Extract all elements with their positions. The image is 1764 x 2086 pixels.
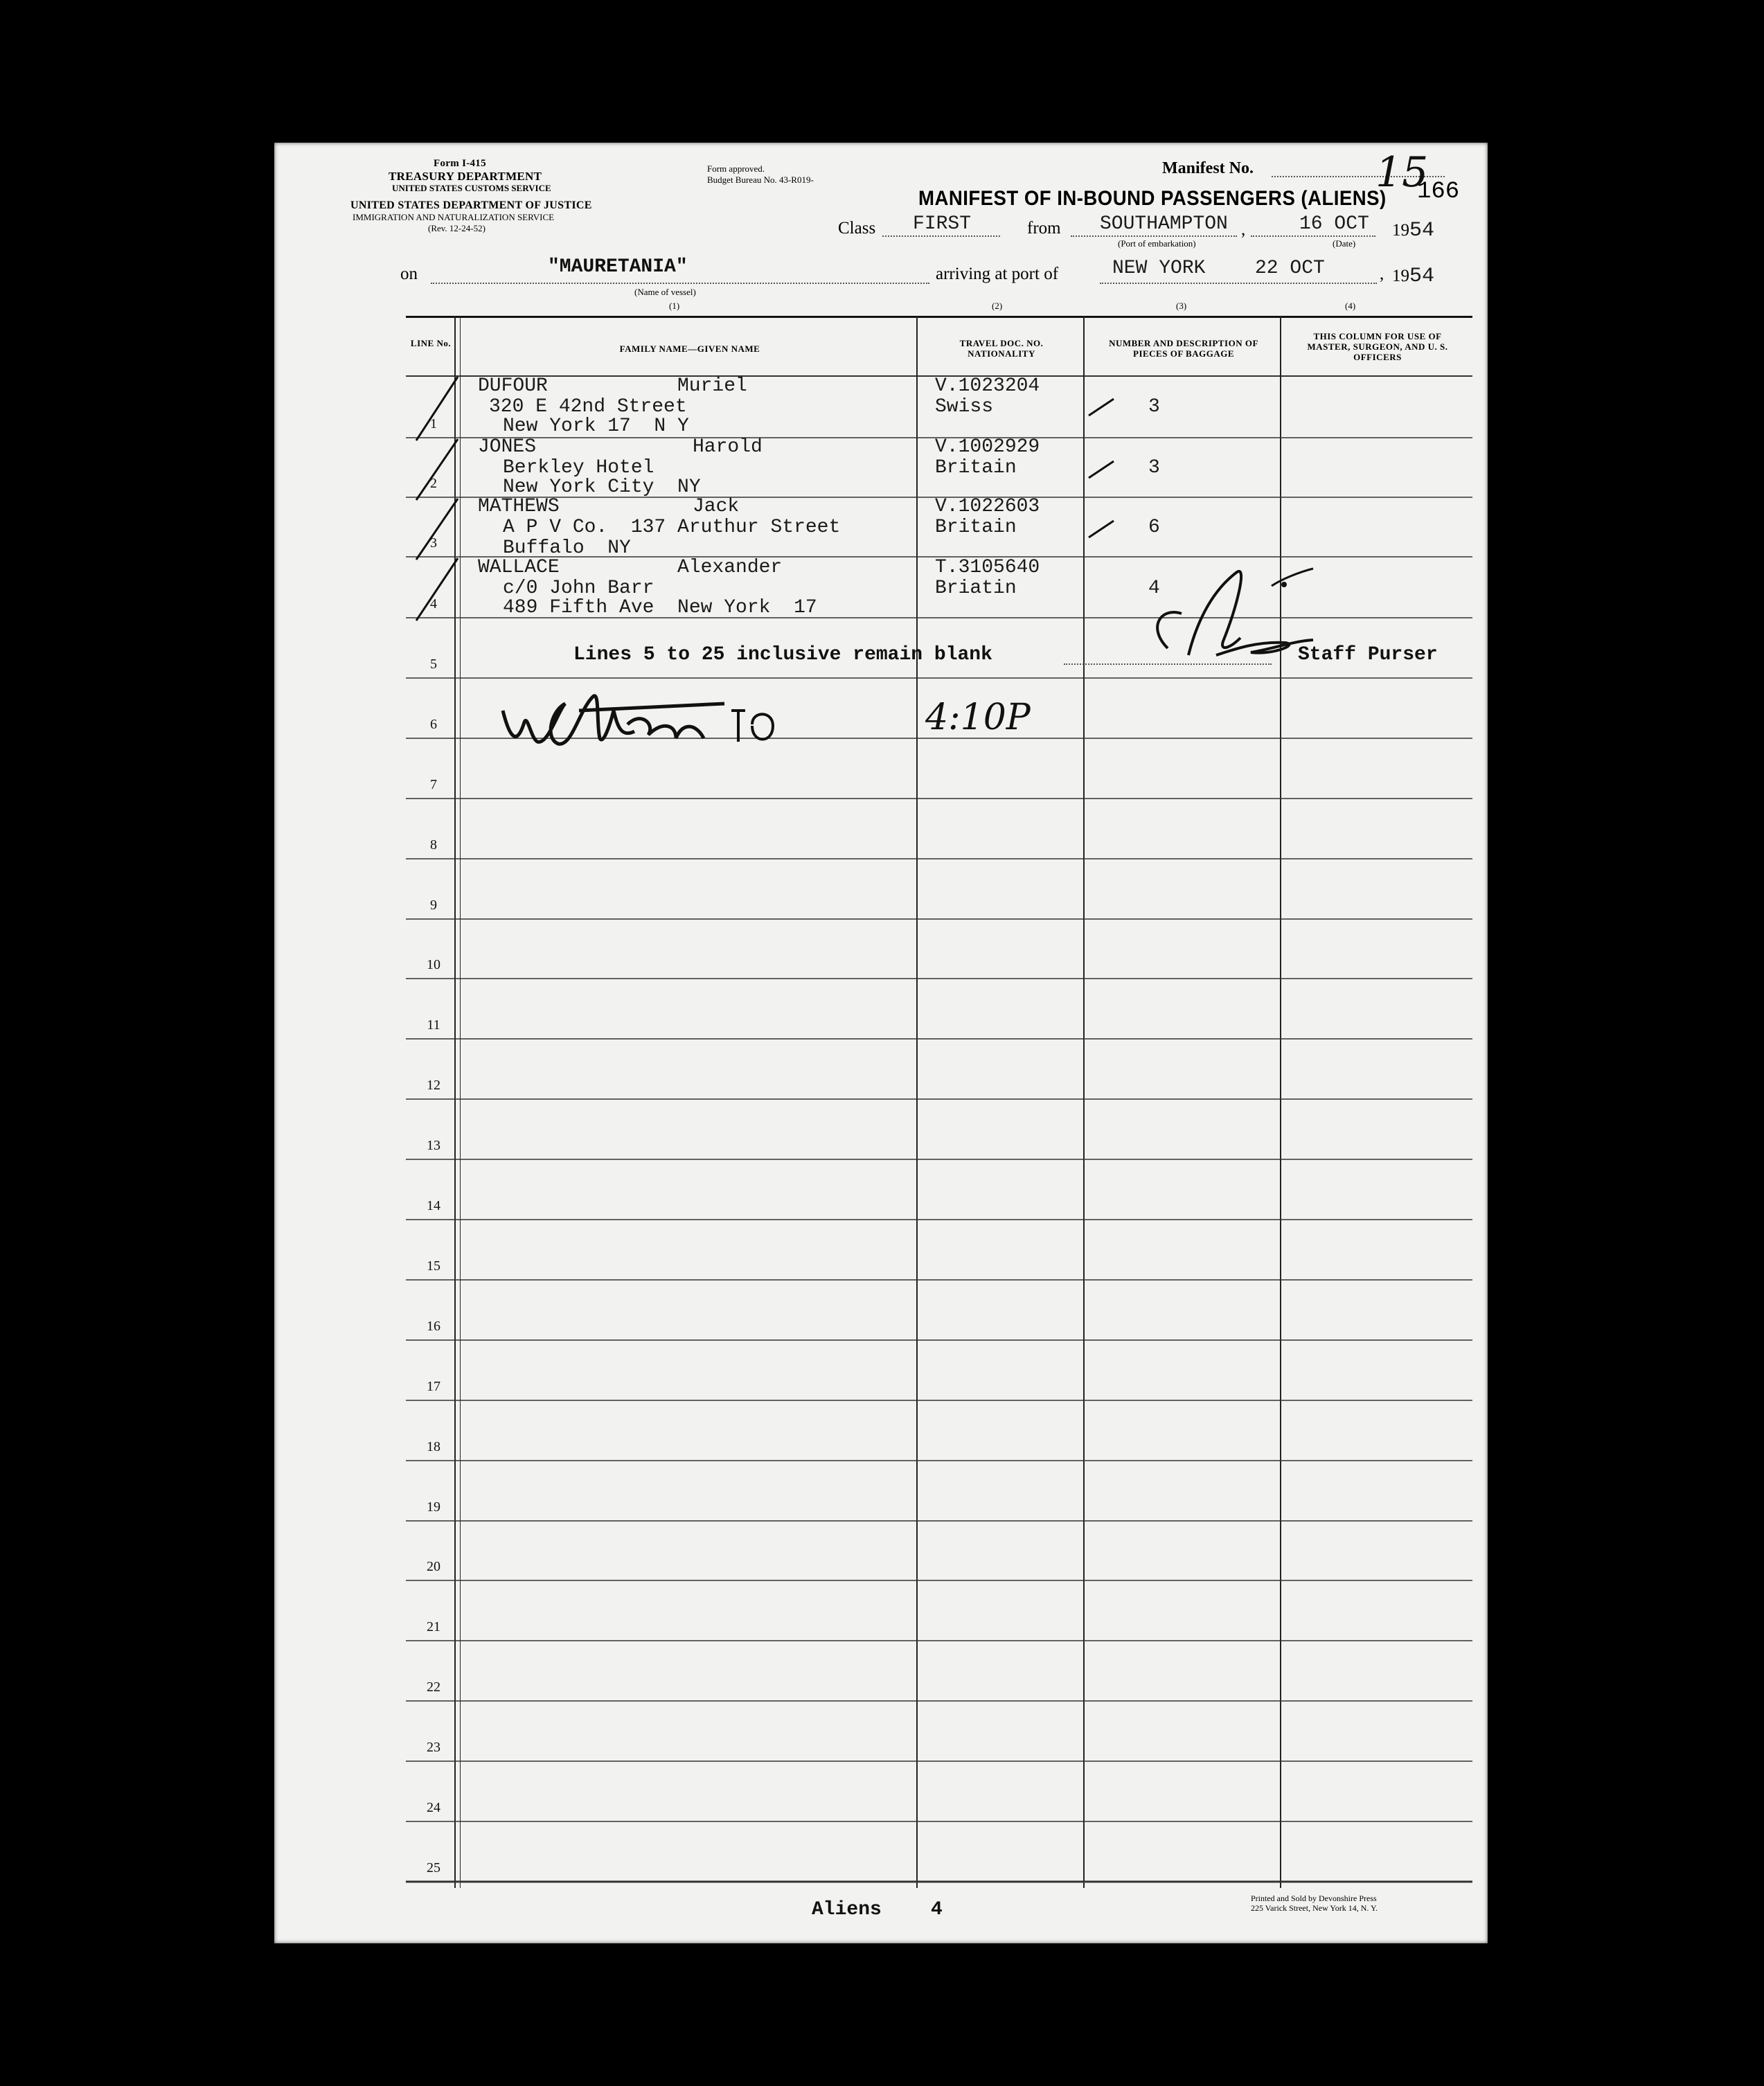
justice-label: UNITED STATES DEPARTMENT OF JUSTICE xyxy=(350,199,592,211)
nationality: Britain xyxy=(935,517,1017,538)
family-name: DUFOUR xyxy=(478,375,548,397)
travel-doc-no: V.1023204 xyxy=(935,375,1040,397)
family-name: JONES xyxy=(478,436,537,458)
manifest-title: MANIFEST OF IN-BOUND PASSENGERS (ALIENS) xyxy=(918,187,1387,210)
officers-header: THIS COLUMN FOR USE OF MASTER, SURGEON, AND U. S. OFFICERS xyxy=(1307,331,1448,362)
ruled-lines xyxy=(274,143,1488,1943)
line-number: 15 xyxy=(427,1258,440,1274)
address-line-1: 320 E 42nd Street xyxy=(489,396,687,418)
line-number: 6 xyxy=(430,717,437,732)
customs-label: UNITED STATES CUSTOMS SERVICE xyxy=(392,183,551,193)
embark-port-caption: (Port of embarkation) xyxy=(1118,238,1196,249)
class-label: Class xyxy=(838,219,876,238)
baggage-count: 4 xyxy=(1148,578,1160,599)
date-caption: (Date) xyxy=(1333,238,1356,249)
nationality: Swiss xyxy=(935,396,994,418)
line-number: 19 xyxy=(427,1499,440,1515)
col-1-number: (1) xyxy=(669,301,680,311)
address-line-2: Buffalo NY xyxy=(503,537,631,559)
baggage-header: NUMBER AND DESCRIPTION OF PIECES OF BAGGAGE xyxy=(1109,338,1258,359)
family-name: WALLACE xyxy=(478,557,560,578)
manifest-no-handwritten: 15 xyxy=(1375,148,1429,197)
given-name: Jack xyxy=(693,496,740,517)
line-number: 17 xyxy=(427,1379,440,1394)
check-slash xyxy=(416,377,458,440)
printer-name: Printed and Sold by Devonshire Press xyxy=(1251,1893,1377,1903)
manifest-no-label: Manifest No. xyxy=(1162,159,1254,177)
arrival-port: NEW YORK xyxy=(1112,258,1206,279)
line-number: 2 xyxy=(430,476,437,491)
line-number: 1 xyxy=(430,416,437,431)
line-number: 24 xyxy=(427,1800,440,1815)
line-number: 13 xyxy=(427,1138,440,1153)
address-line-2: 489 Fifth Ave New York 17 xyxy=(503,597,817,618)
arrival-date: 22 OCT xyxy=(1255,258,1325,279)
vessel-caption: (Name of vessel) xyxy=(634,287,696,297)
year-suffix-arrival: 54 xyxy=(1409,265,1435,288)
check-slash xyxy=(416,439,458,500)
staff-purser-label: Staff Purser xyxy=(1298,644,1438,666)
given-name: Harold xyxy=(693,436,763,458)
line-number: 5 xyxy=(430,657,437,672)
blank-lines-note: Lines 5 to 25 inclusive remain blank xyxy=(573,644,992,666)
col-3-number: (3) xyxy=(1176,301,1187,311)
treasury-label: TREASURY DEPARTMENT xyxy=(389,170,542,183)
col-4-number: (4) xyxy=(1345,301,1356,311)
vessel-name: "MAURETANIA" xyxy=(548,256,688,278)
check-mark xyxy=(1089,521,1114,537)
line-number: 22 xyxy=(427,1679,440,1695)
aliens-count: 4 xyxy=(931,1899,943,1920)
purser-signature xyxy=(1105,544,1327,683)
family-name: MATHEWS xyxy=(478,496,560,517)
address-line-1: c/0 John Barr xyxy=(503,578,654,599)
line-no-header: LINE No. xyxy=(410,338,452,348)
form-approved: Form approved. xyxy=(707,163,765,174)
officer-time-note: 4:10P xyxy=(925,697,1031,738)
col-2-number: (2) xyxy=(992,301,1003,311)
line-number: 8 xyxy=(430,837,437,853)
address-line-1: Berkley Hotel xyxy=(503,457,654,479)
address-line-1: A P V Co. 137 Aruthur Street xyxy=(503,517,841,538)
revision-label: (Rev. 12-24-52) xyxy=(428,223,485,233)
line-number: 25 xyxy=(427,1860,440,1875)
nationality: Britain xyxy=(935,457,1017,479)
ins-label: IMMIGRATION AND NATURALIZATION SERVICE xyxy=(353,212,555,222)
given-name: Muriel xyxy=(677,375,747,397)
line-number: 11 xyxy=(427,1017,440,1033)
line-number: 9 xyxy=(430,898,437,913)
line-number: 18 xyxy=(427,1439,440,1454)
year-prefix-arrival: 19 xyxy=(1392,267,1409,285)
year-suffix: 54 xyxy=(1409,219,1435,242)
embark-port-value: SOUTHAMPTON xyxy=(1100,213,1228,235)
inspector-signature xyxy=(496,683,787,759)
baggage-count: 6 xyxy=(1148,517,1160,538)
line-number: 14 xyxy=(427,1198,440,1213)
travel-doc-no: V.1002929 xyxy=(935,436,1040,458)
line-number: 23 xyxy=(427,1740,440,1755)
line-number: 10 xyxy=(427,957,440,972)
manifest-page: Form I-415 TREASURY DEPARTMENT UNITED STATES CUSTOMS SERVICE UNITED STATES DEPARTMENT OF JUSTICE IMMIGRATION AND NATURALIZATION SERVICE (Rev. 12-24-52) Form approved. Budget Bureau No. 43-R019- Manifest No. 15 166 MANIFEST OF IN-BOUND PASSENGERS (ALIENS) Class FIRST from SOUTHAMPTON (Port of embarkation) , 16 OCT (Date) 1954 on "MAURETANIA" (Name of vessel) arriving at port of NEW YORK 22 OCT , 1954 (1) (2) (3) (4) LINE No. FAMILY NAME—GIVEN NAME TRAVEL DOC. NO. NATIONALITY NUMBER AND DESCRIPTION OF PIECES OF BAGGAGE THIS COLUMN FOR USE OF MASTER, SURGEON, AND U. S. OFFICERS DUFOUR Muriel 320 E 42nd Street New York 17 N Y V.1023204 Swiss 3 JONES Harold Berkley Hotel New York City NY V.1002929 Britain 3 MATHEWS Jack A P V Co. 137 Aruthur Street Buffalo NY V.1022603 Britain 6 WALLACE Alexander c/0 John Barr 489 Fifth Ave New York 17 T.3105640 Briatin 4 Lines 5 to 25 inclusive remain blank Staff Purser 4:10P 1 2 3 4 5 6 7 8 9 10 11 12 13 14 15 16 17 18 19 20 21 22 23 24 25 Aliens 4 Printed and Sold by Devonshire Press 225 Varick Street, New York 14, N. Y. xyxy=(274,143,1488,1943)
aliens-label: Aliens xyxy=(812,1899,882,1920)
line-number: 16 xyxy=(427,1319,440,1334)
form-number: Form I-415 xyxy=(434,158,486,169)
check-mark xyxy=(1089,461,1114,478)
year-prefix: 19 xyxy=(1392,221,1409,240)
name-header: FAMILY NAME—GIVEN NAME xyxy=(619,344,760,354)
address-line-2: New York 17 N Y xyxy=(503,416,689,437)
departure-date: 16 OCT xyxy=(1299,213,1369,235)
line-number: 4 xyxy=(430,596,437,612)
manifest-no-stamp: 166 xyxy=(1417,179,1460,205)
given-name: Alexander xyxy=(677,557,783,578)
line-number: 20 xyxy=(427,1559,440,1574)
baggage-count: 3 xyxy=(1148,457,1160,479)
check-mark xyxy=(1089,399,1114,416)
nationality: Briatin xyxy=(935,578,1017,599)
travel-doc-no: T.3105640 xyxy=(935,557,1040,578)
line-number: 3 xyxy=(430,535,437,551)
class-value: FIRST xyxy=(913,213,972,235)
arriving-label: arriving at port of xyxy=(936,265,1059,283)
line-number: 21 xyxy=(427,1619,440,1634)
travel-doc-header: TRAVEL DOC. NO. NATIONALITY xyxy=(959,338,1044,359)
line-number: 12 xyxy=(427,1078,440,1093)
baggage-count: 3 xyxy=(1148,396,1160,418)
check-slash xyxy=(416,558,458,621)
line-number: 7 xyxy=(430,777,437,792)
check-slash xyxy=(416,499,458,560)
from-label: from xyxy=(1027,219,1061,238)
budget-bureau: Budget Bureau No. 43-R019- xyxy=(707,175,814,185)
printer-address: 225 Varick Street, New York 14, N. Y. xyxy=(1251,1903,1378,1913)
travel-doc-no: V.1022603 xyxy=(935,496,1040,517)
address-line-2: New York City NY xyxy=(503,476,701,498)
on-label: on xyxy=(400,265,418,283)
